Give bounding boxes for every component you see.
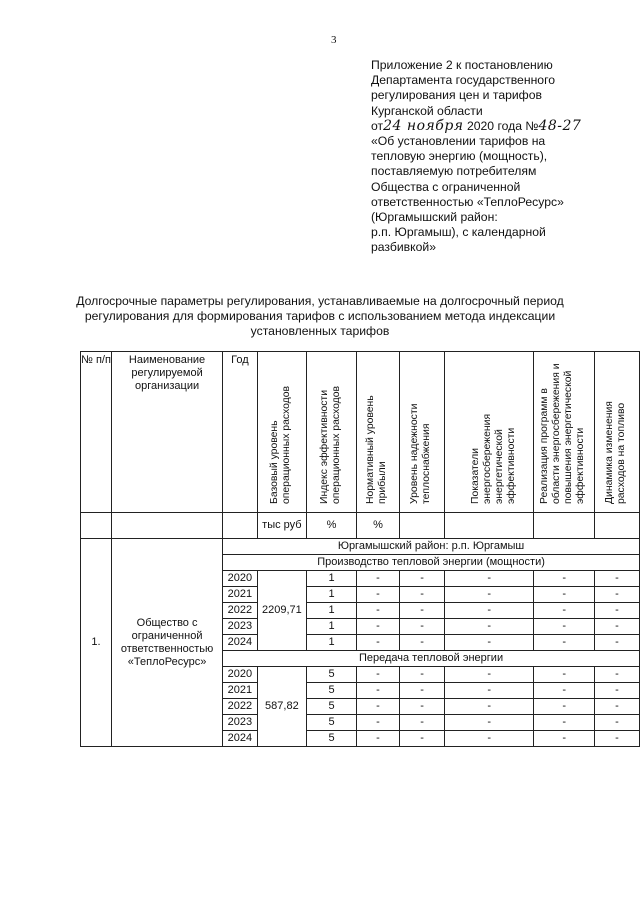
title-line: регулирования для формирования тарифов с использованием метода индексации <box>84 309 556 323</box>
reliability-cell: - <box>400 619 445 635</box>
fuel-cell: - <box>594 619 639 635</box>
year-cell: 2024 <box>223 731 258 747</box>
profit-cell: - <box>356 603 399 619</box>
reliability-cell: - <box>400 603 445 619</box>
energy-saving-cell: - <box>445 731 534 747</box>
header-base-cost <box>257 352 307 513</box>
profit-cell: - <box>356 699 399 715</box>
energy-saving-cell: - <box>445 667 534 683</box>
year-cell: 2024 <box>223 635 258 651</box>
energy-saving-cell: - <box>445 603 534 619</box>
region-label: Юргамышский район: р.п. Юргамыш <box>223 539 640 555</box>
energy-saving-cell: - <box>445 683 534 699</box>
year-cell: 2023 <box>223 715 258 731</box>
reliability-cell: - <box>400 731 445 747</box>
header-energy-saving-text: Показатели энергосбережения энергетической эффективности <box>470 413 518 504</box>
page-number: 3 <box>331 34 337 46</box>
appendix-line: регулирования цен и тарифов <box>371 88 542 103</box>
header-efficiency-text: Индекс эффективности операционных расходов <box>318 385 342 504</box>
header-reliability-text: Уровень надежности теплоснабжения <box>409 403 433 504</box>
year-cell: 2022 <box>223 699 258 715</box>
units-empty <box>223 513 258 539</box>
year-cell: 2023 <box>223 619 258 635</box>
region-row <box>81 539 640 555</box>
base-cost-cell: 587,82 <box>257 667 307 747</box>
header-programs-text: Реализация программ в области энергосбережения и повышения энергетической эффективности <box>539 363 587 504</box>
programs-cell: - <box>534 587 594 603</box>
efficiency-cell: 1 <box>307 603 357 619</box>
year-cell: 2021 <box>223 587 258 603</box>
appendix-subject-line: разбивкой» <box>371 240 436 255</box>
year-cell: 2021 <box>223 683 258 699</box>
fuel-cell: - <box>594 699 639 715</box>
header-fuel <box>594 352 639 513</box>
fuel-cell: - <box>594 587 639 603</box>
programs-cell: - <box>534 731 594 747</box>
programs-cell: - <box>534 635 594 651</box>
units-empty <box>400 513 445 539</box>
year-cell: 2020 <box>223 571 258 587</box>
header-org: Наименование регулируемой организации <box>112 352 223 513</box>
efficiency-cell: 1 <box>307 587 357 603</box>
header-profit <box>356 352 399 513</box>
year-cell: 2022 <box>223 603 258 619</box>
date-prefix: от <box>371 118 384 133</box>
fuel-cell: - <box>594 715 639 731</box>
header-efficiency <box>307 352 357 513</box>
header-num: № п/п <box>81 352 112 513</box>
reliability-cell: - <box>400 571 445 587</box>
document-title <box>60 294 580 339</box>
title-line: Долгосрочные параметры регулирования, устанавливаемые на долгосрочный период <box>76 294 564 308</box>
handwritten-date: 24 ноября <box>383 117 464 134</box>
efficiency-cell: 1 <box>307 635 357 651</box>
parameters-table <box>80 351 640 747</box>
appendix-subject-line: ответственностью «ТеплоРесурс» <box>371 194 564 209</box>
units-empty <box>112 513 223 539</box>
programs-cell: - <box>534 619 594 635</box>
efficiency-cell: 5 <box>307 731 357 747</box>
fuel-cell: - <box>594 635 639 651</box>
handwritten-number: 48-27 <box>538 117 582 134</box>
section-label: Производство тепловой энергии (мощности) <box>223 555 640 571</box>
header-fuel-text: Динамика изменения расходов на топливо <box>603 401 627 504</box>
appendix-date-line <box>371 119 611 134</box>
year-cell: 2020 <box>223 667 258 683</box>
appendix-subject-line: р.п. Юргамыш), с календарной <box>371 225 546 240</box>
efficiency-cell: 1 <box>307 571 357 587</box>
appendix-line: Приложение 2 к постановлению <box>371 58 553 72</box>
efficiency-cell: 5 <box>307 715 357 731</box>
reliability-cell: - <box>400 715 445 731</box>
programs-cell: - <box>534 699 594 715</box>
appendix-header <box>371 58 611 256</box>
fuel-cell: - <box>594 683 639 699</box>
units-efficiency: % <box>307 513 357 539</box>
profit-cell: - <box>356 635 399 651</box>
fuel-cell: - <box>594 731 639 747</box>
energy-saving-cell: - <box>445 635 534 651</box>
appendix-subject-line: (Юргамышский район: <box>371 210 498 225</box>
efficiency-cell: 5 <box>307 699 357 715</box>
reliability-cell: - <box>400 635 445 651</box>
energy-saving-cell: - <box>445 571 534 587</box>
base-cost-cell: 2209,71 <box>257 571 307 651</box>
appendix-line: Курганской области <box>371 103 483 118</box>
title-line: установленных тарифов <box>250 324 390 338</box>
profit-cell: - <box>356 587 399 603</box>
appendix-subject-line: тепловую энергию (мощность), <box>371 149 548 164</box>
appendix-line: Департамента государственного <box>371 73 556 88</box>
profit-cell: - <box>356 667 399 683</box>
header-reliability <box>400 352 445 513</box>
efficiency-cell: 5 <box>307 667 357 683</box>
date-year: 2020 года № <box>463 118 539 133</box>
fuel-cell: - <box>594 667 639 683</box>
units-empty <box>445 513 534 539</box>
header-base-cost-text: Базовый уровень операционных расходов <box>268 385 292 504</box>
units-empty <box>81 513 112 539</box>
section-label: Передача тепловой энергии <box>223 651 640 667</box>
energy-saving-cell: - <box>445 587 534 603</box>
programs-cell: - <box>534 571 594 587</box>
units-empty <box>594 513 639 539</box>
units-row <box>81 513 640 539</box>
energy-saving-cell: - <box>445 715 534 731</box>
header-programs <box>534 352 594 513</box>
reliability-cell: - <box>400 699 445 715</box>
organization-name: Общество с ограниченной ответственностью «ТеплоРесурс» <box>112 539 223 747</box>
reliability-cell: - <box>400 667 445 683</box>
energy-saving-cell: - <box>445 619 534 635</box>
profit-cell: - <box>356 731 399 747</box>
efficiency-cell: 1 <box>307 619 357 635</box>
programs-cell: - <box>534 667 594 683</box>
header-year: Год <box>223 352 258 513</box>
profit-cell: - <box>356 683 399 699</box>
header-profit-text: Нормативный уровень прибыли <box>364 395 388 504</box>
units-empty <box>534 513 594 539</box>
reliability-cell: - <box>400 683 445 699</box>
appendix-subject-line: «Об установлении тарифов на <box>371 134 546 149</box>
units-base-cost: тыс руб <box>257 513 307 539</box>
row-number: 1. <box>81 539 112 747</box>
efficiency-cell: 5 <box>307 683 357 699</box>
fuel-cell: - <box>594 603 639 619</box>
fuel-cell: - <box>594 571 639 587</box>
programs-cell: - <box>534 603 594 619</box>
units-profit: % <box>356 513 399 539</box>
profit-cell: - <box>356 715 399 731</box>
reliability-cell: - <box>400 587 445 603</box>
profit-cell: - <box>356 619 399 635</box>
header-row <box>81 352 640 513</box>
header-energy-saving <box>445 352 534 513</box>
appendix-subject-line: поставляемую потребителям <box>371 164 537 179</box>
appendix-subject-line: Общества с ограниченной <box>371 179 521 194</box>
programs-cell: - <box>534 715 594 731</box>
energy-saving-cell: - <box>445 699 534 715</box>
programs-cell: - <box>534 683 594 699</box>
profit-cell: - <box>356 571 399 587</box>
